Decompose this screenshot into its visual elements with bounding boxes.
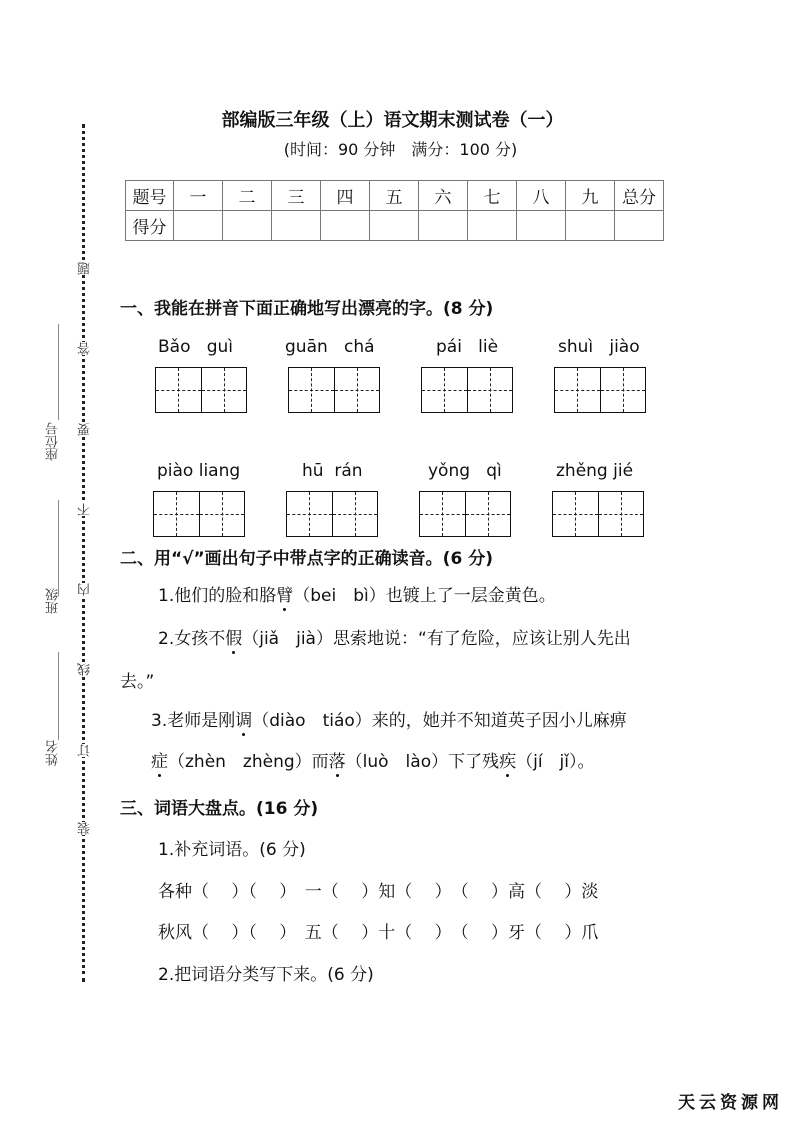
score-cell-1[interactable] — [174, 211, 223, 241]
q23-options-4[interactable]: （jí jǐ）。 — [516, 752, 595, 772]
fill-words-row-2[interactable]: 秋风（ ）（ ） 五（ ）十（ ） （ ）牙（ ）爪 — [158, 923, 599, 943]
cut-mark-bu: 不 — [78, 503, 93, 516]
dotted-char: 调 — [235, 706, 252, 731]
exam-title — [0, 106, 793, 132]
dotted-char: 症 — [151, 747, 168, 772]
col-6: 六 — [419, 181, 468, 211]
col-8: 八 — [517, 181, 566, 211]
score-cell-4[interactable] — [321, 211, 370, 241]
section1-heading: 一、我能在拼音下面正确地写出漂亮的字。(8 分) — [120, 299, 494, 319]
score-cell-2[interactable] — [223, 211, 272, 241]
pinyin-6: hū rán — [302, 461, 363, 481]
pinyin-2: guān chá — [285, 337, 375, 357]
pinyin-4: shuì jiào — [558, 337, 640, 357]
q22-options[interactable]: （jiǎ jià）思索地说：“有了危险，应该让别人先出 — [242, 629, 631, 649]
cut-mark-ti: 题 — [78, 262, 93, 275]
score-cell-total[interactable] — [615, 211, 664, 241]
section3-heading: 三、词语大盘点。(16 分) — [120, 799, 319, 819]
writing-grid-7[interactable] — [419, 491, 511, 537]
exam-subtitle-text: (时间：90 分钟 满分：100 分) — [283, 140, 518, 159]
q23-options-3[interactable]: （luò lào）下了残 — [345, 752, 500, 772]
question-2-3 — [151, 706, 627, 731]
col-9: 九 — [566, 181, 615, 211]
fill-words-row-1[interactable]: 各种（ ）（ ） 一（ ）知（ ） （ ）高（ ）淡 — [158, 882, 599, 902]
pinyin-5: piào liang — [157, 461, 241, 481]
q23-options-2[interactable]: （zhèn zhèng）而 — [168, 752, 329, 772]
cut-mark-yao: 要 — [78, 423, 93, 436]
watermark: 天云资源网 — [678, 1093, 783, 1113]
cut-mark-da: 答 — [78, 342, 93, 355]
header-label: 题号 — [126, 181, 174, 211]
name-line[interactable] — [58, 652, 59, 740]
class-label: 班级 — [46, 588, 61, 614]
q21-options[interactable]: （bei bì）也镀上了一层金黄色。 — [293, 586, 556, 606]
question-2-2 — [158, 624, 631, 649]
section3-sub2: 2.把词语分类写下来。(6 分) — [158, 965, 374, 985]
dotted-char: 臂 — [276, 581, 293, 606]
q23-text: 3.老师是刚 — [151, 711, 236, 731]
writing-grid-8[interactable] — [552, 491, 644, 537]
seat-number-line[interactable] — [58, 324, 59, 420]
col-7: 七 — [468, 181, 517, 211]
writing-grid-2[interactable] — [288, 367, 380, 413]
col-5: 五 — [370, 181, 419, 211]
cut-mark-nei: 内 — [78, 583, 93, 596]
pinyin-7: yǒng qì — [428, 461, 502, 481]
writing-grid-1[interactable] — [155, 367, 247, 413]
pinyin-8: zhěng jié — [556, 461, 634, 481]
question-2-2-cont: 去。” — [120, 672, 155, 692]
cut-mark-xian: 线 — [78, 663, 93, 676]
section3-sub1: 1.补充词语。(6 分) — [158, 840, 306, 860]
question-2-3-line2 — [151, 747, 595, 772]
col-4: 四 — [321, 181, 370, 211]
exam-subtitle — [0, 137, 793, 160]
col-2: 二 — [223, 181, 272, 211]
class-line[interactable] — [58, 500, 59, 596]
col-3: 三 — [272, 181, 321, 211]
score-table — [125, 180, 664, 241]
writing-grid-5[interactable] — [153, 491, 245, 537]
score-cell-9[interactable] — [566, 211, 615, 241]
writing-grid-3[interactable] — [421, 367, 513, 413]
score-cell-5[interactable] — [370, 211, 419, 241]
score-cell-3[interactable] — [272, 211, 321, 241]
score-cell-8[interactable] — [517, 211, 566, 241]
q23-options[interactable]: （diào tiáo）来的，她并不知道英子因小儿麻痹 — [252, 711, 627, 731]
cut-mark-ding: 订 — [78, 744, 93, 757]
col-1: 一 — [174, 181, 223, 211]
q22-text: 2.女孩不 — [158, 629, 226, 649]
seat-number-label: 座位号 — [46, 422, 61, 461]
score-cell-6[interactable] — [419, 211, 468, 241]
pinyin-3: pái liè — [436, 337, 499, 357]
cut-mark-zhuang: 装 — [78, 822, 93, 835]
binding-dotted-line — [82, 124, 85, 982]
exam-title-text: 部编版三年级（上）语文期末测试卷（一） — [221, 110, 564, 131]
dotted-char: 落 — [329, 747, 346, 772]
pinyin-1: Bǎo guì — [158, 337, 233, 357]
score-table-header-row — [126, 181, 664, 211]
writing-grid-4[interactable] — [554, 367, 646, 413]
question-2-1 — [158, 581, 556, 606]
section2-heading: 二、用“√”画出句子中带点字的正确读音。(6 分) — [120, 549, 493, 569]
score-table-score-row — [126, 211, 664, 241]
col-total: 总分 — [615, 181, 664, 211]
name-label: 姓名 — [46, 740, 61, 766]
score-label: 得分 — [126, 211, 174, 241]
dotted-char: 疾 — [499, 747, 516, 772]
dotted-char: 假 — [225, 624, 242, 649]
q21-text: 1.他们的脸和胳 — [158, 586, 277, 606]
writing-grid-6[interactable] — [286, 491, 378, 537]
score-cell-7[interactable] — [468, 211, 517, 241]
